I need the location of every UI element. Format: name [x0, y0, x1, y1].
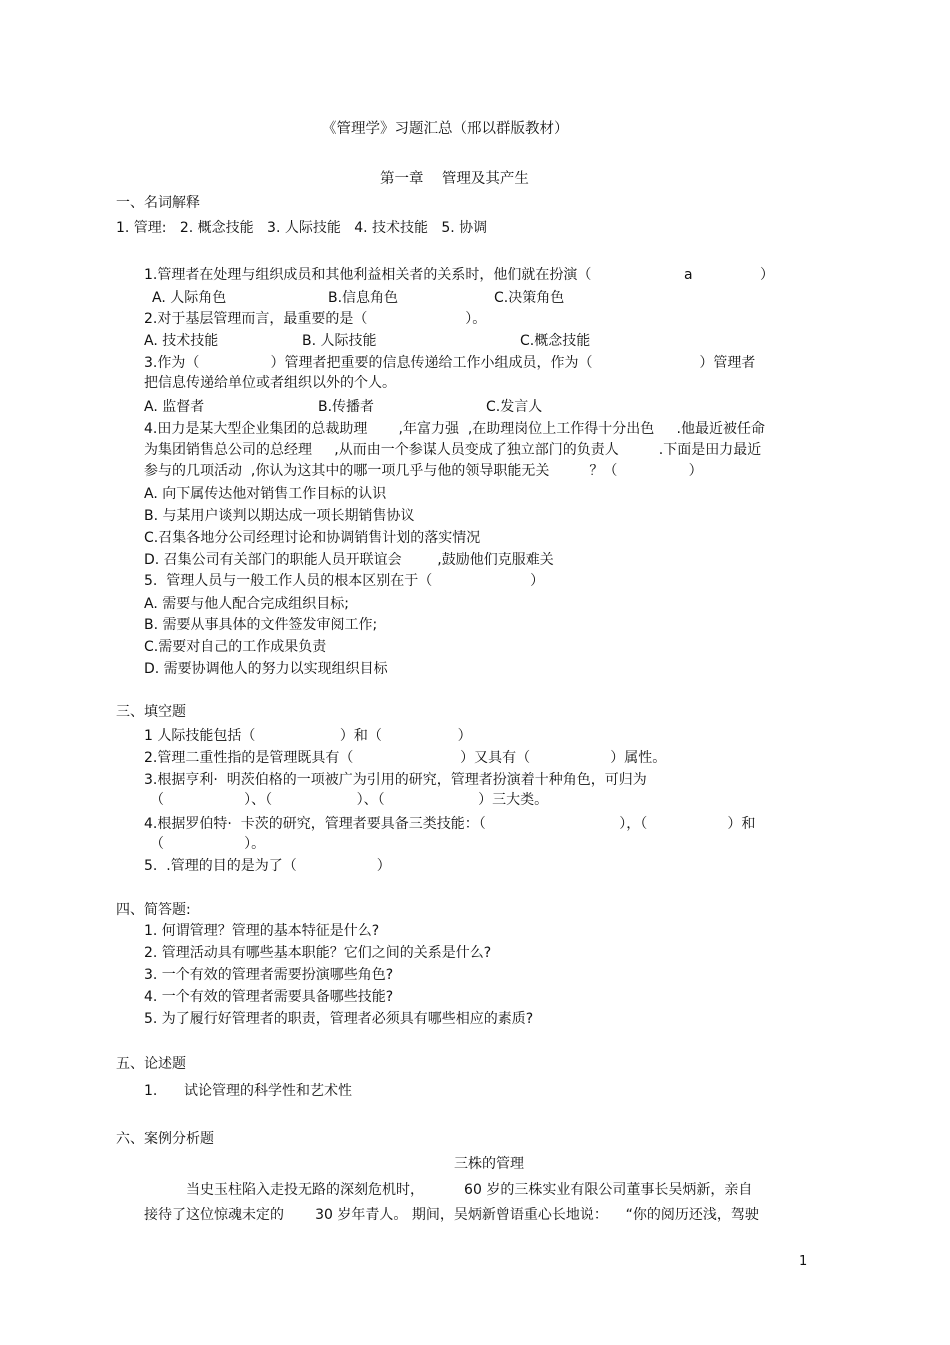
section-heading-terms: 一、名词解释 — [116, 195, 200, 211]
chapter-title: 第一章 管理及其产生 — [380, 171, 529, 187]
q2-option-b: B. 人际技能 — [302, 333, 377, 349]
question-5: 5. 管理人员与一般工作人员的根本区别在于（ ） — [144, 573, 545, 589]
section-heading-case: 六、案例分析题 — [116, 1131, 214, 1147]
q4-option-c: C.召集各地分公司经理讨论和协调销售计划的落实情况 — [144, 530, 481, 546]
question-4-line-3: 参与的几项活动 ,你认为这其中的哪一项几乎与他的领导职能无关 ？（ ） — [144, 463, 703, 479]
fill-3-line-1: 3.根据亨利· 明茨伯格的一项被广为引用的研究，管理者扮演着十种角色，可归为 — [144, 772, 647, 788]
section-heading-short-answer: 四、简答题: — [116, 902, 191, 918]
fill-4-line-1: 4.根据罗伯特· 卡茨的研究，管理者要具备三类技能：（ ），（ ）和 — [144, 816, 756, 832]
q3-option-a: A. 监督者 — [144, 399, 205, 415]
question-1: 1.管理者在处理与组织成员和其他利益相关者的关系时，他们就在扮演（ — [144, 267, 592, 283]
case-paragraph-line-1: 当史玉柱陷入走投无路的深刻危机时， 60 岁的三株实业有限公司董事长吴炳新，亲自 — [186, 1182, 753, 1198]
section-heading-fill: 三、填空题 — [116, 704, 186, 720]
question-1-answer: a — [684, 267, 693, 283]
q5-option-b: B. 需要从事具体的文件签发审阅工作; — [144, 617, 378, 633]
short-answer-4: 4. 一个有效的管理者需要具备哪些技能? — [144, 989, 394, 1005]
question-1-close: ） — [760, 267, 774, 283]
short-answer-5: 5. 为了履行好管理者的职责，管理者必须具有哪些相应的素质? — [144, 1011, 534, 1027]
q2-option-a: A. 技术技能 — [144, 333, 219, 349]
q5-option-d: D. 需要协调他人的努力以实现组织目标 — [144, 661, 388, 677]
question-3-line-1: 3.作为（ ）管理者把重要的信息传递给工作小组成员，作为（ ）管理者 — [144, 355, 756, 371]
fill-2: 2.管理二重性指的是管理既具有（ ）又具有（ ）属性。 — [144, 750, 667, 766]
question-3-line-2: 把信息传递给单位或者组织以外的个人。 — [144, 375, 396, 391]
q1-option-b: B.信息角色 — [328, 290, 399, 306]
case-title: 三株的管理 — [454, 1156, 524, 1172]
section-heading-essay: 五、论述题 — [116, 1056, 186, 1072]
fill-1: 1 人际技能包括（ ）和（ ） — [144, 728, 472, 744]
q5-option-a: A. 需要与他人配合完成组织目标; — [144, 596, 349, 612]
q4-option-d: D. 召集公司有关部门的职能人员开联谊会 ,鼓励他们克服难关 — [144, 552, 554, 568]
case-paragraph-line-2: 接待了这位惊魂未定的 30 岁年青人。 期间，吴炳新曾语重心长地说： “你的阅历还浅，驾驶 — [144, 1207, 759, 1223]
short-answer-2: 2. 管理活动具有哪些基本职能？它们之间的关系是什么? — [144, 945, 492, 961]
q2-option-c: C.概念技能 — [520, 333, 591, 349]
page-number: 1 — [799, 1254, 808, 1269]
q4-option-a: A. 向下属传达他对销售工作目标的认识 — [144, 486, 387, 502]
fill-4-line-2: （ ）。 — [150, 836, 266, 852]
document-title: 《管理学》习题汇总（邢以群版教材） — [322, 121, 569, 137]
q5-option-c: C.需要对自己的工作成果负责 — [144, 639, 327, 655]
question-2: 2.对于基层管理而言，最重要的是（ ）。 — [144, 311, 487, 327]
term-list: 1. 管理: 2. 概念技能 3. 人际技能 4. 技术技能 5. 协调 — [116, 220, 488, 236]
fill-5: 5. .管理的目的是为了（ ） — [144, 858, 391, 874]
question-4-line-1: 4.田力是某大型企业集团的总裁助理 ,年富力强 ,在助理岗位上工作得十分出色 .他最近被任命 — [144, 421, 766, 437]
q1-option-c: C.决策角色 — [494, 290, 565, 306]
short-answer-3: 3. 一个有效的管理者需要扮演哪些角色? — [144, 967, 394, 983]
question-4-line-2: 为集团销售总公司的总经理 ,从而由一个参谋人员变成了独立部门的负责人 .下面是田力最近 — [144, 442, 762, 458]
q3-option-c: C.发言人 — [486, 399, 543, 415]
essay-1: 1. 试论管理的科学性和艺术性 — [144, 1083, 353, 1099]
q3-option-b: B.传播者 — [318, 399, 375, 415]
q1-option-a: A. 人际角色 — [152, 290, 227, 306]
fill-3-line-2: （ ）、（ ）、（ ）三大类。 — [150, 792, 549, 808]
short-answer-1: 1. 何谓管理？管理的基本特征是什么? — [144, 923, 380, 939]
q4-option-b: B. 与某用户谈判以期达成一项长期销售协议 — [144, 508, 415, 524]
